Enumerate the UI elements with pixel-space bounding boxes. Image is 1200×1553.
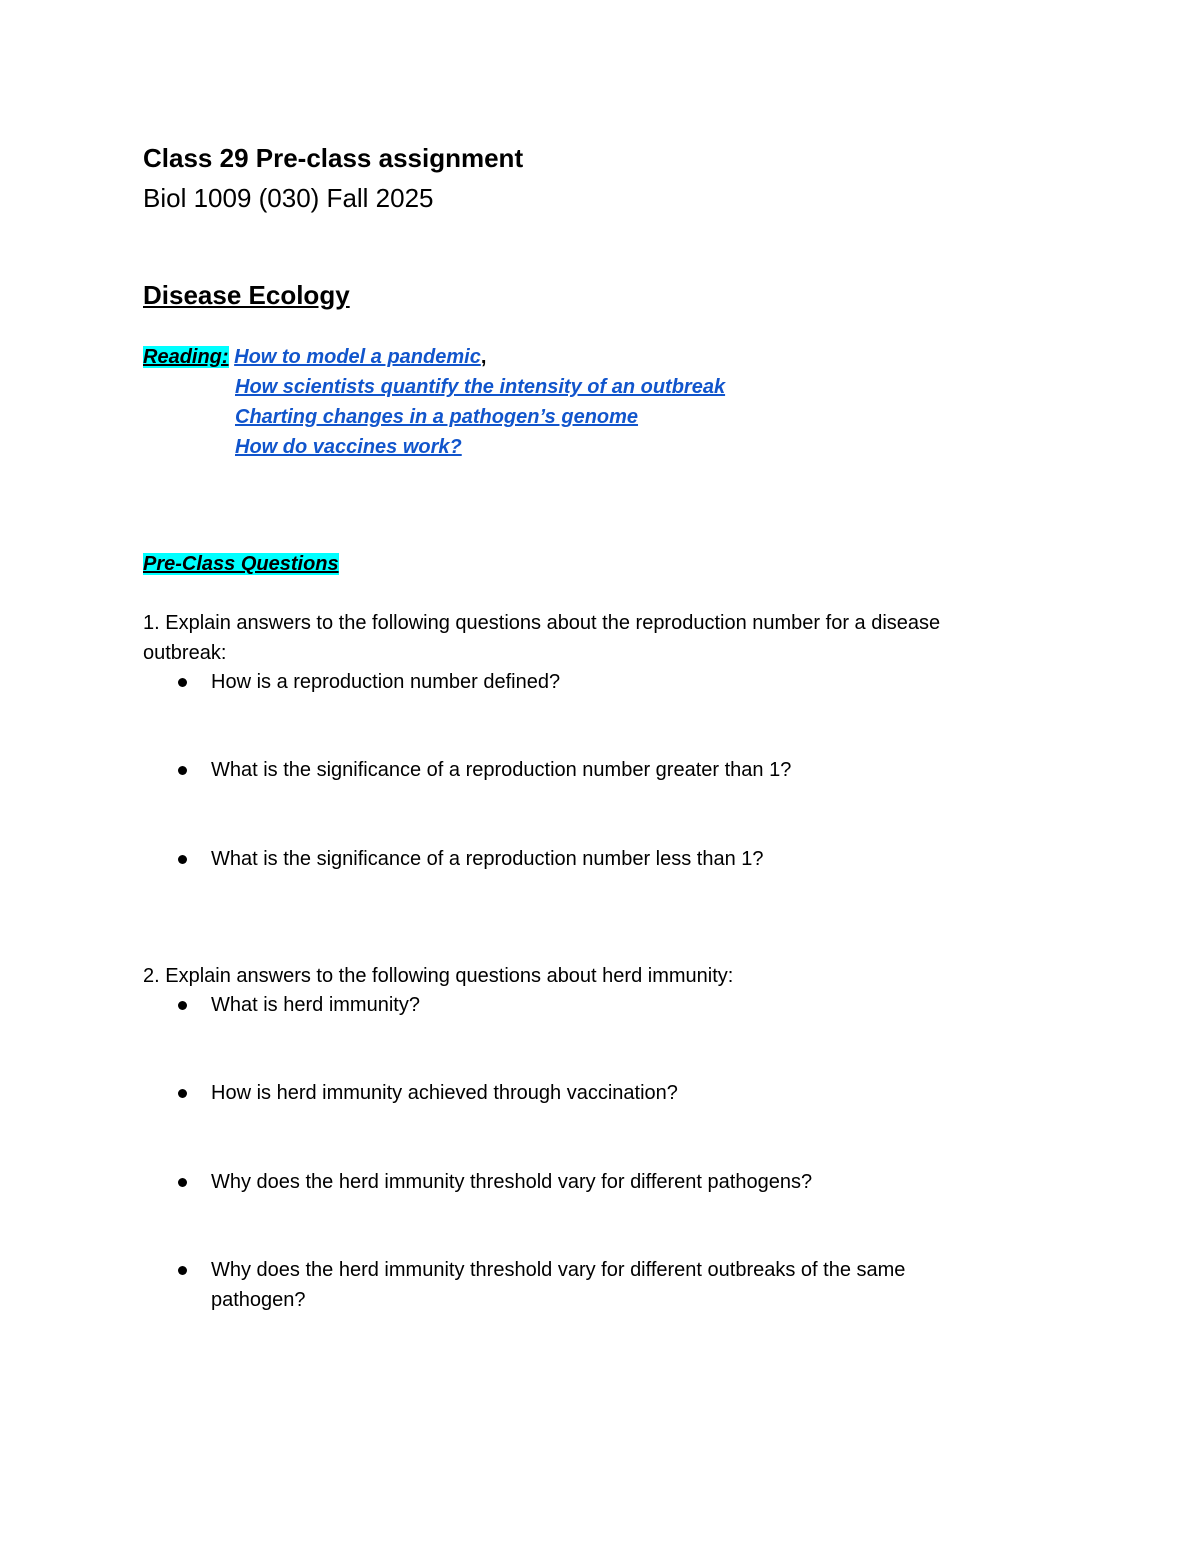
question-2-bullet-3: Why does the herd immunity threshold vary for different pathogens? [211,1171,813,1193]
reading-row-2 [235,374,725,400]
reading-row-1 [143,344,486,370]
reading-link-quantify-outbreak[interactable]: How scientists quantify the intensity of an outbreak [235,376,726,398]
question-2-bullet-4-line-2: pathogen? [211,1289,306,1311]
question-1-bullet-3: What is the significance of a reproduction number less than 1? [211,848,764,870]
reading-row-4 [235,434,462,460]
question-1-intro-line-2: outbreak: [143,642,227,664]
question-2-bullet-1: What is herd immunity? [211,994,420,1016]
bullet-dot [178,855,187,864]
bullet-dot [178,1266,187,1275]
reading-row-3 [235,404,638,430]
question-1-intro-line-1: 1. Explain answers to the following questions about the reproduction number for a disease [143,612,941,634]
reading-link-vaccines[interactable]: How do vaccines work? [235,436,462,458]
bullet-dot [178,1089,187,1098]
section-heading: Disease Ecology [143,280,350,310]
question-2-bullet-2: How is herd immunity achieved through vaccination? [211,1082,678,1104]
bullet-dot [178,1178,187,1187]
course-subtitle: Biol 1009 (030) Fall 2025 [143,183,434,213]
reading-label: Reading: [143,346,229,368]
question-2-intro: 2. Explain answers to the following questions about herd immunity: [143,965,734,987]
reading-comma: , [480,346,487,368]
preclass-heading: Pre-Class Questions [143,553,339,575]
bullet-dot [178,1001,187,1010]
bullet-dot [178,678,187,687]
reading-link-pathogen-genome[interactable]: Charting changes in a pathogen’s genome [235,406,639,428]
preclass-heading-row [143,551,339,577]
reading-link-model-pandemic[interactable]: How to model a pandemic [234,346,481,368]
bullet-dot [178,766,187,775]
question-1-bullet-1: How is a reproduction number defined? [211,671,561,693]
question-2-bullet-4-line-1: Why does the herd immunity threshold vary for different outbreaks of the same [211,1259,906,1281]
page-title: Class 29 Pre-class assignment [143,143,524,173]
question-1-bullet-2: What is the significance of a reproduction number greater than 1? [211,759,792,781]
